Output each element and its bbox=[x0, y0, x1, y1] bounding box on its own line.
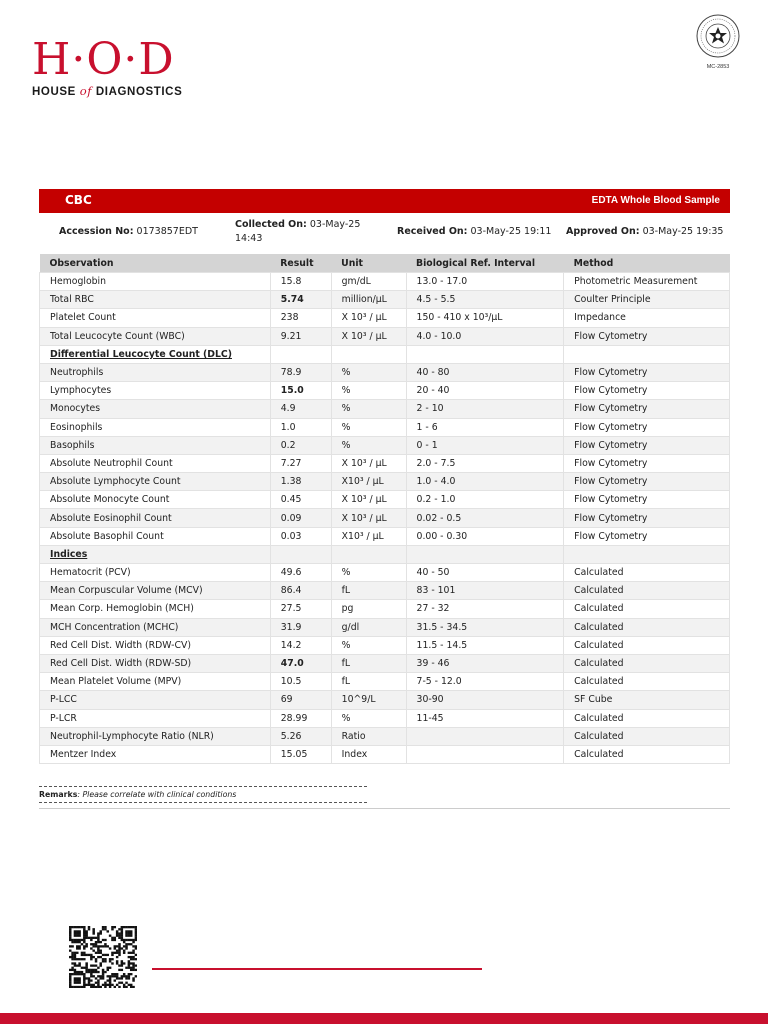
ref-interval-cell: 1.0 - 4.0 bbox=[406, 473, 564, 491]
logo-tagline-part2: DIAGNOSTICS bbox=[92, 86, 183, 98]
observation-cell: Hemoglobin bbox=[40, 273, 271, 291]
method-cell: Photometric Measurement bbox=[564, 273, 730, 291]
result-cell: 0.45 bbox=[270, 491, 331, 509]
result-cell: 14.2 bbox=[270, 636, 331, 654]
logo-tagline-of: of bbox=[79, 84, 93, 98]
header-method: Method bbox=[564, 254, 730, 273]
seal-code: MC-2853 bbox=[706, 64, 730, 70]
result-cell: 78.9 bbox=[270, 363, 331, 381]
unit-cell bbox=[331, 545, 406, 563]
ref-interval-cell: 13.0 - 17.0 bbox=[406, 273, 564, 291]
unit-cell: X10³ / µL bbox=[331, 527, 406, 545]
unit-cell: Ratio bbox=[331, 727, 406, 745]
signature-line bbox=[152, 968, 482, 970]
received-info bbox=[397, 225, 551, 239]
method-cell: Flow Cytometry bbox=[564, 327, 730, 345]
observation-cell: Total Leucocyte Count (WBC) bbox=[40, 327, 271, 345]
table-row bbox=[40, 709, 730, 727]
observation-cell: Absolute Lymphocyte Count bbox=[40, 473, 271, 491]
observation-cell: P-LCR bbox=[40, 709, 271, 727]
report-title: CBC bbox=[65, 193, 92, 207]
accession-value: 0173857EDT bbox=[136, 226, 198, 237]
method-cell: Calculated bbox=[564, 654, 730, 672]
observation-cell: P-LCC bbox=[40, 691, 271, 709]
logo-wordmark: H·O·D bbox=[32, 34, 175, 85]
result-cell: 4.9 bbox=[270, 400, 331, 418]
ref-interval-cell: 11.5 - 14.5 bbox=[406, 636, 564, 654]
ref-interval-cell: 0.02 - 0.5 bbox=[406, 509, 564, 527]
observation-cell: Indices bbox=[40, 545, 271, 563]
unit-cell: % bbox=[331, 636, 406, 654]
result-cell: 238 bbox=[270, 309, 331, 327]
sample-type: EDTA Whole Blood Sample bbox=[591, 195, 720, 206]
logo-tagline bbox=[32, 84, 182, 98]
ref-interval-cell bbox=[406, 545, 564, 563]
unit-cell: % bbox=[331, 709, 406, 727]
observation-cell: Eosinophils bbox=[40, 418, 271, 436]
method-cell: Calculated bbox=[564, 709, 730, 727]
observation-cell: Platelet Count bbox=[40, 309, 271, 327]
ref-interval-cell bbox=[406, 745, 564, 763]
method-cell: Calculated bbox=[564, 727, 730, 745]
collected-label: Collected On: bbox=[235, 219, 307, 230]
result-cell: 27.5 bbox=[270, 600, 331, 618]
unit-cell: Index bbox=[331, 745, 406, 763]
ref-interval-cell: 0 - 1 bbox=[406, 436, 564, 454]
accession-info bbox=[59, 225, 198, 239]
ref-interval-cell: 30-90 bbox=[406, 691, 564, 709]
divider bbox=[39, 808, 730, 809]
observation-cell: Neutrophil-Lymphocyte Ratio (NLR) bbox=[40, 727, 271, 745]
ref-interval-cell: 4.5 - 5.5 bbox=[406, 291, 564, 309]
result-cell: 9.21 bbox=[270, 327, 331, 345]
observation-cell: Absolute Basophil Count bbox=[40, 527, 271, 545]
observation-cell: Neutrophils bbox=[40, 363, 271, 381]
approved-value: 03-May-25 19:35 bbox=[642, 226, 724, 237]
results-table bbox=[39, 254, 730, 764]
accreditation-seal-icon bbox=[696, 14, 740, 58]
observation-cell: Red Cell Dist. Width (RDW-CV) bbox=[40, 636, 271, 654]
result-cell: 0.03 bbox=[270, 527, 331, 545]
ref-interval-cell: 0.00 - 0.30 bbox=[406, 527, 564, 545]
table-row bbox=[40, 527, 730, 545]
header-observation: Observation bbox=[40, 254, 271, 273]
observation-cell: Mean Platelet Volume (MPV) bbox=[40, 673, 271, 691]
ref-interval-cell: 40 - 80 bbox=[406, 363, 564, 381]
table-row bbox=[40, 291, 730, 309]
method-cell: Flow Cytometry bbox=[564, 400, 730, 418]
table-row bbox=[40, 382, 730, 400]
unit-cell: X 10³ / µL bbox=[331, 491, 406, 509]
table-row bbox=[40, 509, 730, 527]
observation-cell: Red Cell Dist. Width (RDW-SD) bbox=[40, 654, 271, 672]
footer-bar bbox=[0, 1013, 768, 1024]
table-header-row bbox=[40, 254, 730, 273]
section-row bbox=[40, 545, 730, 563]
unit-cell bbox=[331, 345, 406, 363]
header-result: Result bbox=[270, 254, 331, 273]
table-row bbox=[40, 473, 730, 491]
unit-cell: X 10³ / µL bbox=[331, 509, 406, 527]
header-unit: Unit bbox=[331, 254, 406, 273]
method-cell: Flow Cytometry bbox=[564, 509, 730, 527]
table-row bbox=[40, 691, 730, 709]
unit-cell: X10³ / µL bbox=[331, 473, 406, 491]
table-row bbox=[40, 582, 730, 600]
remarks-label: Remarks bbox=[39, 790, 78, 799]
result-cell: 1.38 bbox=[270, 473, 331, 491]
ref-interval-cell: 2 - 10 bbox=[406, 400, 564, 418]
hod-logo bbox=[32, 34, 183, 98]
observation-cell: MCH Concentration (MCHC) bbox=[40, 618, 271, 636]
ref-interval-cell: 39 - 46 bbox=[406, 654, 564, 672]
observation-cell: Mentzer Index bbox=[40, 745, 271, 763]
ref-interval-cell: 83 - 101 bbox=[406, 582, 564, 600]
unit-cell: pg bbox=[331, 600, 406, 618]
result-cell: 15.05 bbox=[270, 745, 331, 763]
result-cell: 69 bbox=[270, 691, 331, 709]
result-cell: 15.0 bbox=[270, 382, 331, 400]
method-cell: Calculated bbox=[564, 618, 730, 636]
unit-cell: gm/dL bbox=[331, 273, 406, 291]
table-row bbox=[40, 618, 730, 636]
received-value: 03-May-25 19:11 bbox=[470, 226, 552, 237]
result-cell: 0.2 bbox=[270, 436, 331, 454]
section-row bbox=[40, 345, 730, 363]
method-cell: Flow Cytometry bbox=[564, 382, 730, 400]
ref-interval-cell: 0.2 - 1.0 bbox=[406, 491, 564, 509]
result-cell: 7.27 bbox=[270, 454, 331, 472]
result-cell: 1.0 bbox=[270, 418, 331, 436]
method-cell: Impedance bbox=[564, 309, 730, 327]
header-ref-interval: Biological Ref. Interval bbox=[406, 254, 564, 273]
method-cell: Calculated bbox=[564, 673, 730, 691]
unit-cell: fL bbox=[331, 654, 406, 672]
table-row bbox=[40, 636, 730, 654]
observation-cell: Monocytes bbox=[40, 400, 271, 418]
ref-interval-cell: 11-45 bbox=[406, 709, 564, 727]
ref-interval-cell: 7-5 - 12.0 bbox=[406, 673, 564, 691]
observation-cell: Absolute Monocyte Count bbox=[40, 491, 271, 509]
method-cell: Flow Cytometry bbox=[564, 473, 730, 491]
table-row bbox=[40, 745, 730, 763]
table-row bbox=[40, 600, 730, 618]
result-cell bbox=[270, 345, 331, 363]
method-cell: Flow Cytometry bbox=[564, 491, 730, 509]
collected-value: 03-May-25 bbox=[309, 219, 361, 230]
unit-cell: % bbox=[331, 564, 406, 582]
method-cell: Calculated bbox=[564, 564, 730, 582]
method-cell: Calculated bbox=[564, 600, 730, 618]
remarks-block bbox=[39, 786, 367, 803]
result-cell: 49.6 bbox=[270, 564, 331, 582]
unit-cell: fL bbox=[331, 582, 406, 600]
collected-time: 14:43 bbox=[235, 233, 263, 244]
method-cell: Calculated bbox=[564, 582, 730, 600]
table-row bbox=[40, 327, 730, 345]
observation-cell: Lymphocytes bbox=[40, 382, 271, 400]
unit-cell: % bbox=[331, 418, 406, 436]
unit-cell: % bbox=[331, 382, 406, 400]
result-cell: 47.0 bbox=[270, 654, 331, 672]
ref-interval-cell: 4.0 - 10.0 bbox=[406, 327, 564, 345]
method-cell: Flow Cytometry bbox=[564, 418, 730, 436]
observation-cell: Basophils bbox=[40, 436, 271, 454]
method-cell bbox=[564, 545, 730, 563]
method-cell: Flow Cytometry bbox=[564, 527, 730, 545]
method-cell: Coulter Principle bbox=[564, 291, 730, 309]
table-row bbox=[40, 654, 730, 672]
result-cell bbox=[270, 545, 331, 563]
table-row bbox=[40, 363, 730, 381]
method-cell: Flow Cytometry bbox=[564, 363, 730, 381]
unit-cell: X 10³ / µL bbox=[331, 454, 406, 472]
result-cell: 31.9 bbox=[270, 618, 331, 636]
unit-cell: 10^9/L bbox=[331, 691, 406, 709]
observation-cell: Total RBC bbox=[40, 291, 271, 309]
table-row bbox=[40, 418, 730, 436]
ref-interval-cell: 20 - 40 bbox=[406, 382, 564, 400]
result-cell: 10.5 bbox=[270, 673, 331, 691]
ref-interval-cell: 27 - 32 bbox=[406, 600, 564, 618]
result-cell: 28.99 bbox=[270, 709, 331, 727]
observation-cell: Mean Corpuscular Volume (MCV) bbox=[40, 582, 271, 600]
table-row bbox=[40, 454, 730, 472]
method-cell: Calculated bbox=[564, 636, 730, 654]
ref-interval-cell bbox=[406, 345, 564, 363]
unit-cell: g/dl bbox=[331, 618, 406, 636]
table-row bbox=[40, 727, 730, 745]
ref-interval-cell: 1 - 6 bbox=[406, 418, 564, 436]
observation-cell: Hematocrit (PCV) bbox=[40, 564, 271, 582]
method-cell: Flow Cytometry bbox=[564, 454, 730, 472]
unit-cell: X 10³ / µL bbox=[331, 327, 406, 345]
table-row bbox=[40, 309, 730, 327]
ref-interval-cell: 40 - 50 bbox=[406, 564, 564, 582]
observation-cell: Differential Leucocyte Count (DLC) bbox=[40, 345, 271, 363]
result-cell: 15.8 bbox=[270, 273, 331, 291]
unit-cell: million/µL bbox=[331, 291, 406, 309]
table-row bbox=[40, 436, 730, 454]
unit-cell: fL bbox=[331, 673, 406, 691]
observation-cell: Mean Corp. Hemoglobin (MCH) bbox=[40, 600, 271, 618]
received-label: Received On: bbox=[397, 226, 468, 237]
ref-interval-cell: 31.5 - 34.5 bbox=[406, 618, 564, 636]
logo-tagline-part: HOUSE bbox=[32, 86, 80, 98]
approved-label: Approved On: bbox=[566, 226, 640, 237]
result-cell: 0.09 bbox=[270, 509, 331, 527]
observation-cell: Absolute Eosinophil Count bbox=[40, 509, 271, 527]
result-cell: 86.4 bbox=[270, 582, 331, 600]
method-cell: Flow Cytometry bbox=[564, 436, 730, 454]
result-cell: 5.26 bbox=[270, 727, 331, 745]
observation-cell: Absolute Neutrophil Count bbox=[40, 454, 271, 472]
method-cell: Calculated bbox=[564, 745, 730, 763]
unit-cell: % bbox=[331, 436, 406, 454]
qr-code-icon bbox=[69, 926, 137, 988]
table-row bbox=[40, 673, 730, 691]
collected-info bbox=[235, 218, 360, 246]
approved-info bbox=[566, 225, 723, 239]
accession-label: Accession No: bbox=[59, 226, 134, 237]
unit-cell: % bbox=[331, 400, 406, 418]
unit-cell: X 10³ / µL bbox=[331, 309, 406, 327]
ref-interval-cell: 150 - 410 x 10³/µL bbox=[406, 309, 564, 327]
method-cell bbox=[564, 345, 730, 363]
table-row bbox=[40, 564, 730, 582]
table-row bbox=[40, 491, 730, 509]
report-title-bar bbox=[39, 189, 730, 213]
result-cell: 5.74 bbox=[270, 291, 331, 309]
ref-interval-cell bbox=[406, 727, 564, 745]
table-row bbox=[40, 273, 730, 291]
table-row bbox=[40, 400, 730, 418]
remarks-text: : Please correlate with clinical conditions bbox=[77, 790, 237, 799]
ref-interval-cell: 2.0 - 7.5 bbox=[406, 454, 564, 472]
unit-cell: % bbox=[331, 363, 406, 381]
method-cell: SF Cube bbox=[564, 691, 730, 709]
